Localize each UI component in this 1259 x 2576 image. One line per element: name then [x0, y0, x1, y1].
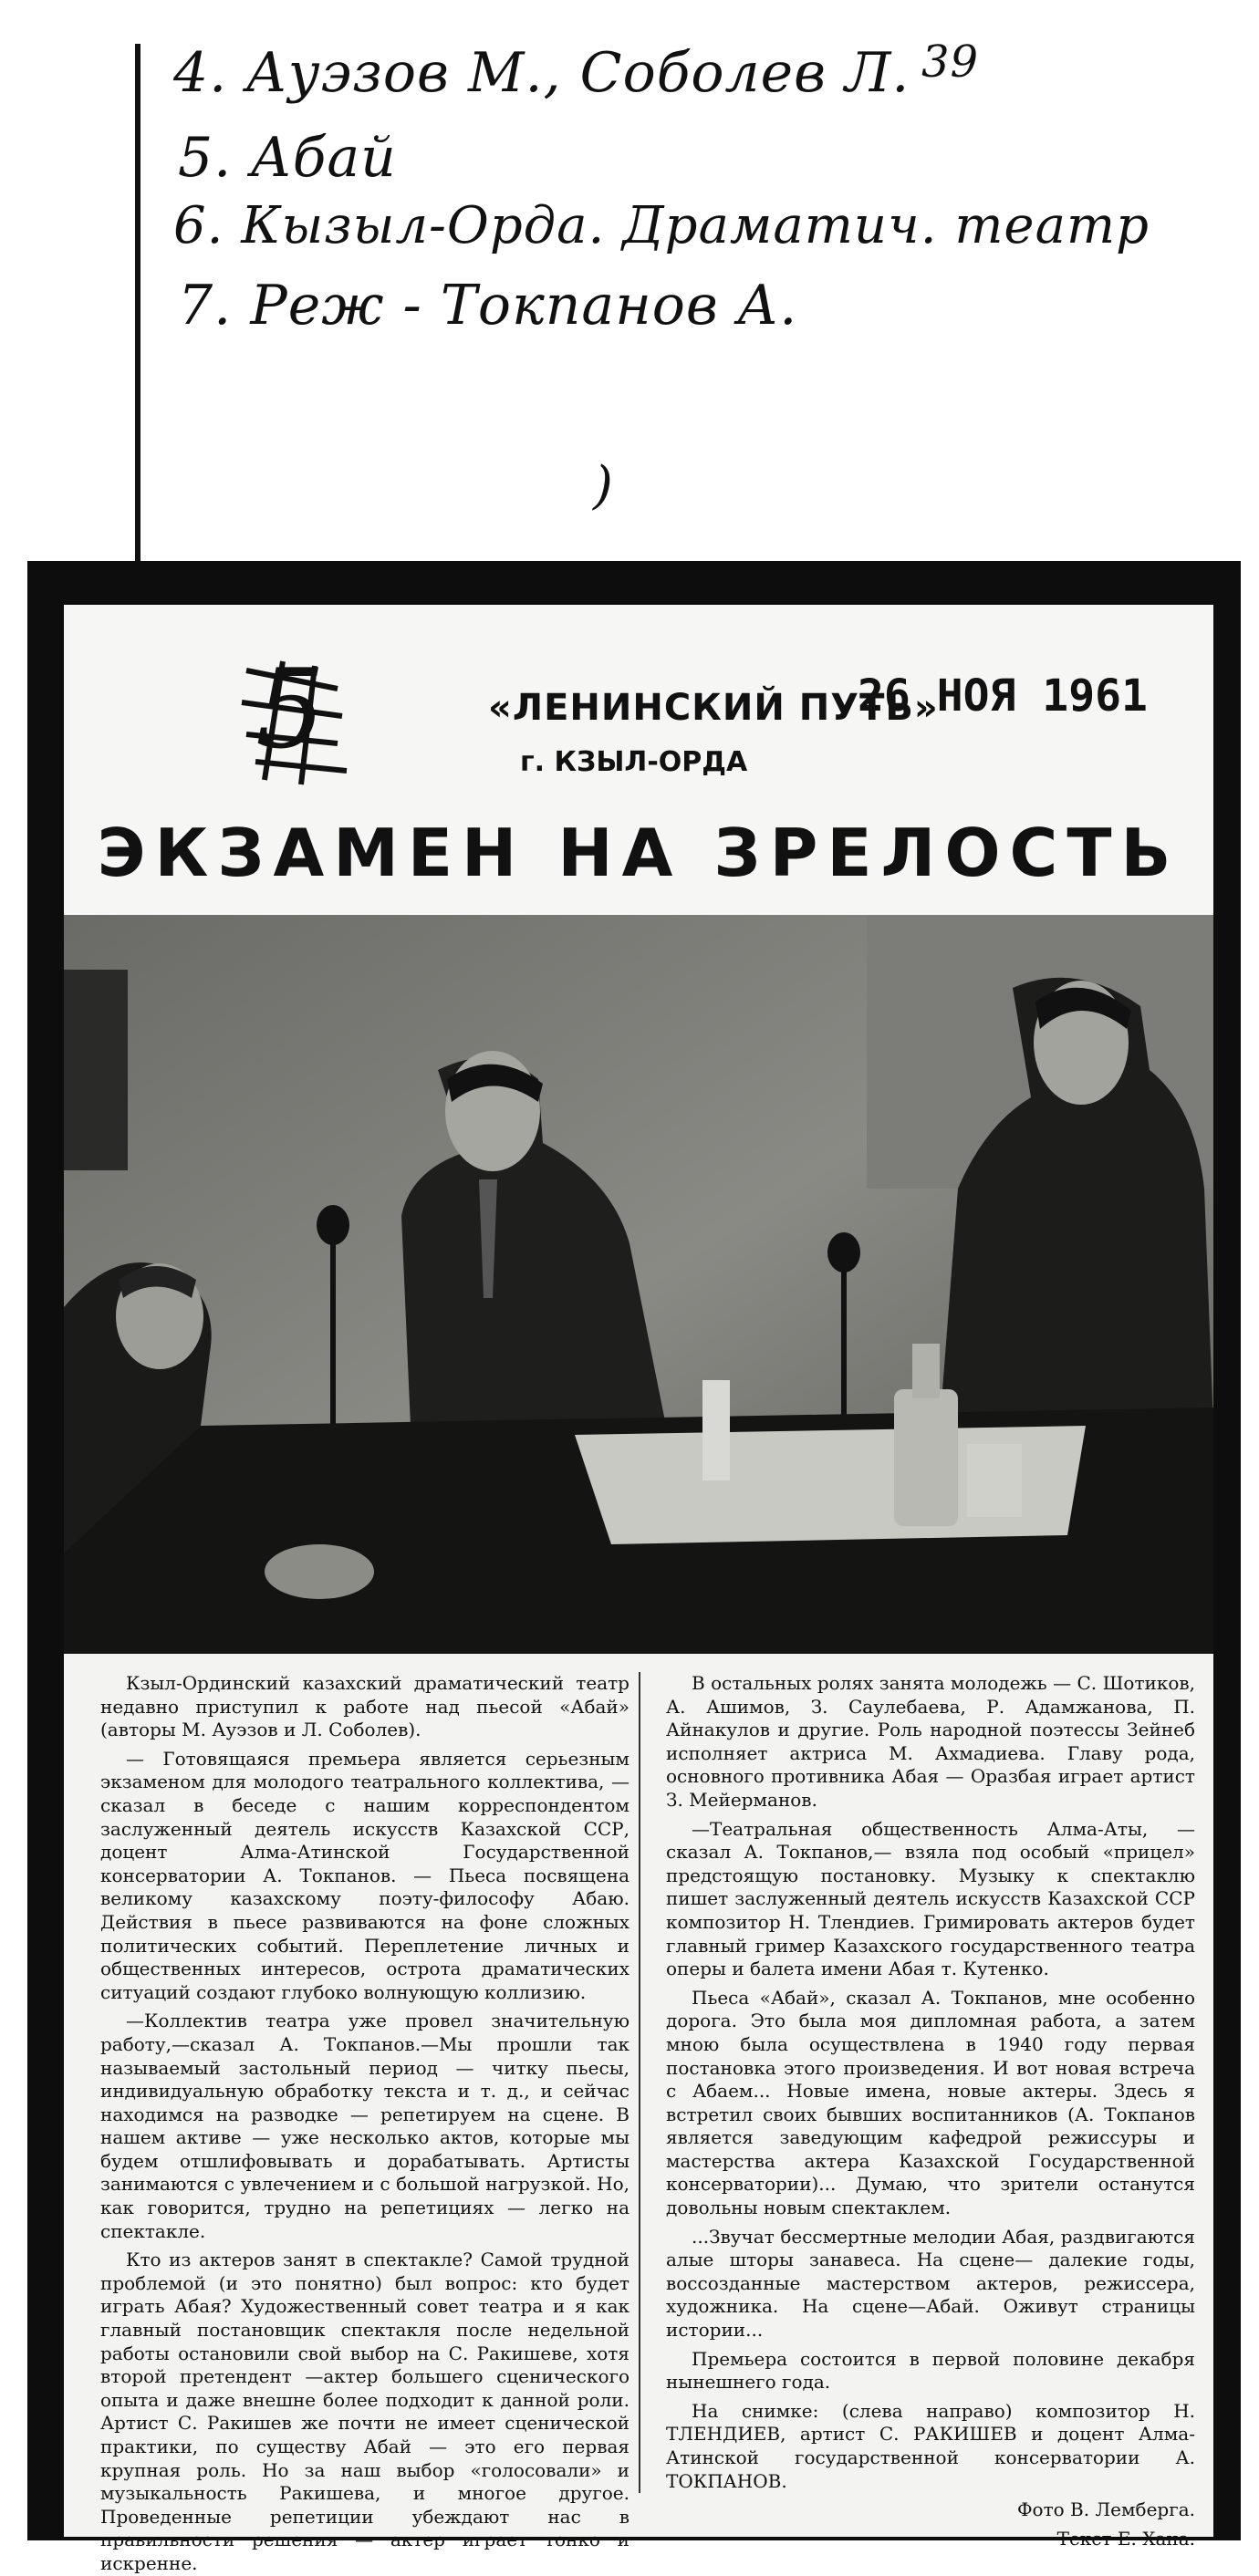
- paragraph: — Готовящаяся премьера является серьезным экзаменом для молодого театрального коллектива, — сказал в беседе с нашим корреспондентом заслуженный деятель искусств Казахской ССР, доцент Алма-Атинской Государственной консерватории А. Токпанов. — Пьеса посвящена великому казахскому поэту-философу Абаю. Действия в пьесе развиваются на фоне сложных политических событий. Переплетение личных и общественных интересов, острота драматических ситуаций создают глубоко волнующую коллизию.: [100, 1747, 630, 2003]
- article-body: [82, 1672, 1195, 2574]
- paragraph: —Коллектив театра уже провел значительную работу,—сказал А. Токпанов.—Мы прошли так называемый застольный период — читку пьесы, индивидуальную обработку текста и т. д., и сейчас находимся на разводке — репетируем на сцене. В нашем активе — уже несколько актов, которые мы будем отшлифовывать и дорабатывать. Артисты занимаются с увлечением и с большой нагрузкой. Но, как говорится, трудно на репетициях — легко на спектакле.: [100, 2010, 630, 2242]
- paragraph: Кто из актеров занят в спектакле? Самой трудной проблемой (и это понятно) был вопрос: кто будет играть Абая? Художественный совет театра и я как главный постановщик спектакля после недельной работы остановили свой выбор на С. Ракишеве, хотя второй претендент —актер большего сценического опыта и даже внешне более подходит к данной роли. Артист С. Ракишев же почти не имеет сценической практики, по существу Абай — это его первая крупная роль. Но за наш выбор «голосовали» и музыкальность Ракишева, и многое другое. Проведенные репетиции убеждают нас в правильности решения — актер играет тонко и искренне.: [100, 2249, 630, 2574]
- newspaper-name: «ЛЕНИНСКИЙ ПУТЬ»: [488, 687, 939, 729]
- note-line-2: 5. Абай: [178, 126, 397, 190]
- note-line-1: 4. Ауэзов М., Соболев Л.: [173, 41, 910, 105]
- column-divider: [639, 1672, 640, 2493]
- rehearsal-photo: [64, 915, 1213, 1654]
- margin-rule: [135, 44, 140, 573]
- paragraph: —Театральная общественность Алма-Аты, — сказал А. Токпанов,— взяла под особый «прицел» предстоящую постановку. Музыку к спектаклю пишет заслуженный деятель искусств Казахской ССР композитор Н. Тлендиев. Гримировать актеров будет главный гример Казахского государственного театра оперы и балета имени Абая т. Кутенко.: [666, 1817, 1195, 1980]
- photo-caption: На снимке: (слева направо) композитор Н. ТЛЕНДИЕВ, артист С. РАКИШЕВ и доцент Алма-Атинской государственной консерватории А. ТОКПАНОВ.: [666, 2399, 1195, 2492]
- paragraph: Пьеса «Абай», сказал А. Токпанов, мне особенно дорога. Это была моя дипломная работа, а затем мною была осуществлена в 1940 году первая постановка этого произведения. И вот новая встреча с Абаем... Новые имена, новые актеры. Здесь я встретил своих бывших воспитанников (А. Токпанов является заведующим кафедрой режиссуры и мастерства актера Казахской Государственной консерватории)... Думаю, что зрители останутся довольны новым спектаклем.: [666, 1986, 1195, 2219]
- text-credit: Текст Е. Хана.: [1056, 2527, 1195, 2550]
- clipping-paper: [64, 605, 1213, 2574]
- photo-credit: Фото В. Лемберга.: [1016, 2498, 1195, 2521]
- masthead: [64, 605, 1213, 915]
- newspaper-city: г. КЗЫЛ-ОРДА: [520, 746, 748, 778]
- article-left-column: [100, 1672, 630, 2574]
- date-stamp: 26 НОЯ 1961: [858, 670, 1148, 722]
- page-number: 39: [921, 36, 980, 88]
- paragraph: ...Звучат бессмертные мелодии Абая, раздвигаются алые шторы занавеса. На сцене— далекие годы, воссозданные мастерством актеров, режиссера, художника. На сцене—Абай. Оживут страницы истории...: [666, 2225, 1195, 2342]
- headline: ЭКЗАМЕН НА ЗРЕЛОСТЬ: [97, 815, 1181, 891]
- note-line-4: 7. Реж - Токпанов А.: [178, 274, 798, 338]
- closing-parenthesis: ): [593, 456, 613, 515]
- note-line-3: 6. Кызыл-Орда. Драматич. театр: [173, 196, 1150, 255]
- paragraph: Премьера состоится в первой половине декабря нынешнего года.: [666, 2347, 1195, 2394]
- paragraph: Кзыл-Ординский казахский драматический театр недавно приступил к работе над пьесой «Абай» (авторы М. Ауэзов и Л. Соболев).: [100, 1672, 630, 1741]
- paragraph: В остальных ролях занята молодежь — С. Шотиков, А. Ашимов, З. Саулебаева, Р. Адамжанова, П. Айнакулов и другие. Роль народной поэтессы Зейнеб исполняет актриса М. Ахмадиева. Главу рода, основного противника Абая — Оразбая играет артист З. Мейерманов.: [666, 1672, 1195, 1811]
- article-right-column: [666, 1672, 1195, 2550]
- newspaper-clipping: [27, 561, 1241, 2574]
- clipping-number: 5: [255, 647, 326, 774]
